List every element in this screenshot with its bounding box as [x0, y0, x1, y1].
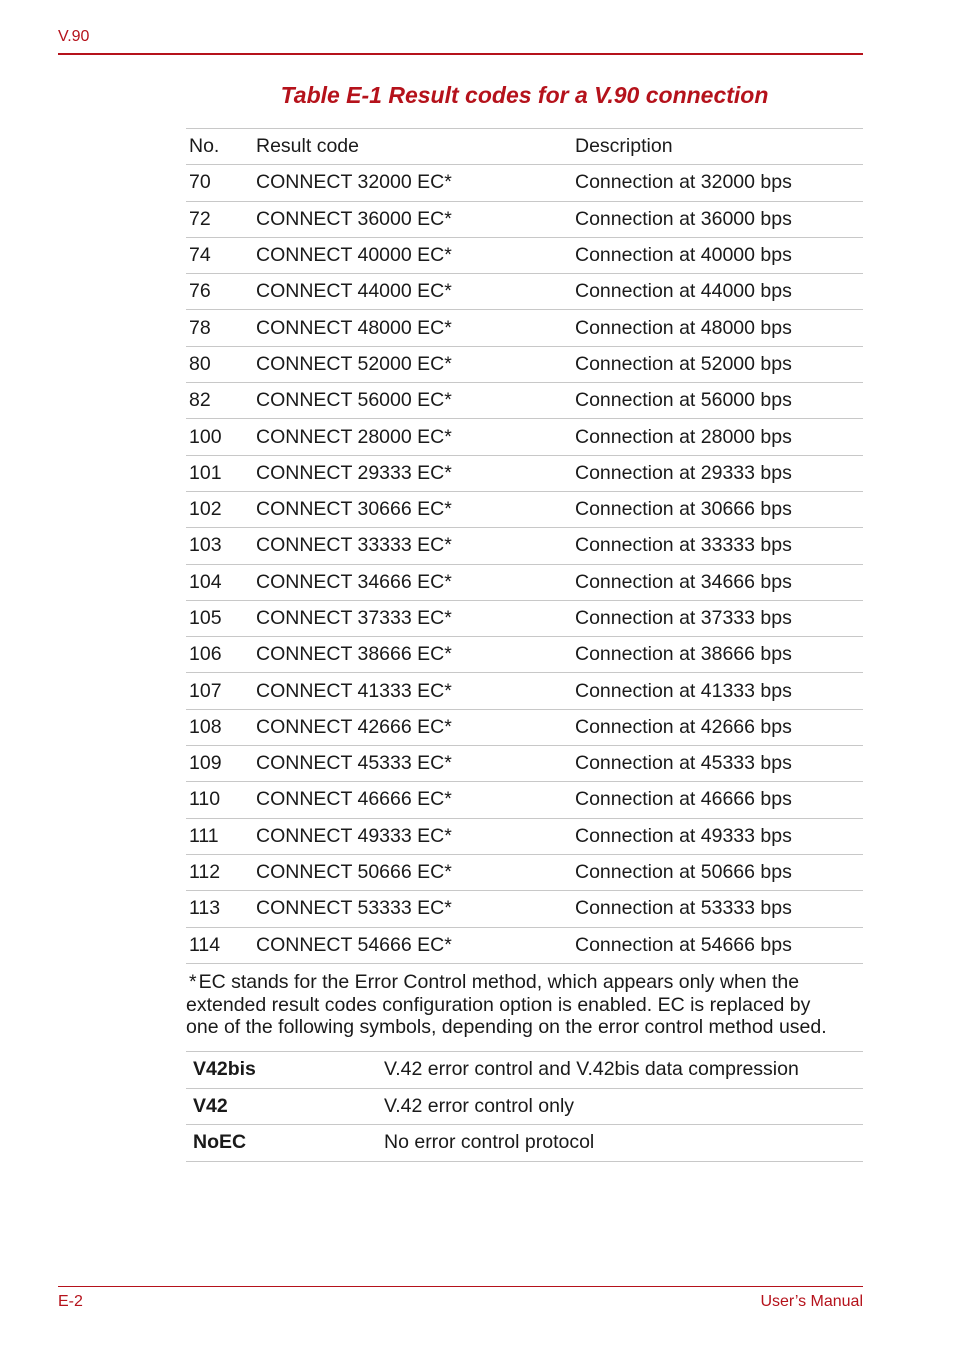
header-rule	[58, 53, 863, 55]
cell-description: Connection at 28000 bps	[575, 419, 863, 455]
table-header-row	[186, 129, 863, 165]
cell-result-code: CONNECT 46666 EC*	[256, 782, 575, 818]
table-row	[186, 564, 863, 600]
cell-result-code: CONNECT 48000 EC*	[256, 310, 575, 346]
cell-result-code: CONNECT 29333 EC*	[256, 455, 575, 491]
table-row	[186, 528, 863, 564]
footnote-text: EC stands for the Error Control method, which appears only when the	[198, 971, 800, 993]
cell-result-code: CONNECT 32000 EC*	[256, 165, 575, 201]
cell-no: 110	[186, 782, 256, 818]
cell-description: Connection at 42666 bps	[575, 709, 863, 745]
cell-no: 76	[186, 274, 256, 310]
table-row	[186, 746, 863, 782]
table-row	[186, 891, 863, 927]
cell-no: 74	[186, 237, 256, 273]
manual-name: User’s Manual	[760, 1293, 863, 1310]
table-row	[186, 600, 863, 636]
cell-description: Connection at 37333 bps	[575, 600, 863, 636]
cell-no: 78	[186, 310, 256, 346]
cell-result-code: CONNECT 56000 EC*	[256, 383, 575, 419]
cell-no: 82	[186, 383, 256, 419]
cell-description: Connection at 52000 bps	[575, 346, 863, 382]
ec-description: V.42 error control only	[384, 1088, 863, 1125]
footer-rule	[58, 1286, 863, 1287]
table-row	[186, 274, 863, 310]
cell-result-code: CONNECT 41333 EC*	[256, 673, 575, 709]
cell-no: 107	[186, 673, 256, 709]
cell-no: 111	[186, 818, 256, 854]
table-row	[186, 455, 863, 491]
cell-description: Connection at 40000 bps	[575, 237, 863, 273]
column-header-description: Description	[575, 129, 863, 165]
cell-no: 102	[186, 491, 256, 527]
cell-description: Connection at 45333 bps	[575, 746, 863, 782]
ec-symbol: V42bis	[186, 1052, 384, 1089]
cell-result-code: CONNECT 45333 EC*	[256, 746, 575, 782]
footnote-marker: *	[189, 971, 197, 993]
cell-description: Connection at 41333 bps	[575, 673, 863, 709]
cell-no: 103	[186, 528, 256, 564]
table-row	[186, 1088, 863, 1125]
ec-description: No error control protocol	[384, 1125, 863, 1162]
cell-result-code: CONNECT 28000 EC*	[256, 419, 575, 455]
cell-no: 105	[186, 600, 256, 636]
table-row	[186, 1125, 863, 1162]
table-row	[186, 1052, 863, 1089]
footnote-line: one of the following symbols, depending on the error control method used.	[186, 1016, 827, 1039]
cell-no: 106	[186, 637, 256, 673]
error-control-table	[186, 1051, 863, 1162]
table-row	[186, 491, 863, 527]
cell-result-code: CONNECT 44000 EC*	[256, 274, 575, 310]
cell-description: Connection at 49333 bps	[575, 818, 863, 854]
cell-description: Connection at 48000 bps	[575, 310, 863, 346]
cell-description: Connection at 29333 bps	[575, 455, 863, 491]
table-title: Table E-1 Result codes for a V.90 connection	[280, 82, 769, 108]
cell-description: Connection at 53333 bps	[575, 891, 863, 927]
cell-description: Connection at 54666 bps	[575, 927, 863, 963]
footnote	[186, 971, 863, 1039]
cell-result-code: CONNECT 37333 EC*	[256, 600, 575, 636]
table-row	[186, 854, 863, 890]
result-codes-body	[186, 129, 863, 964]
cell-no: 72	[186, 201, 256, 237]
cell-description: Connection at 46666 bps	[575, 782, 863, 818]
cell-no: 109	[186, 746, 256, 782]
ec-symbol: NoEC	[186, 1125, 384, 1162]
column-header-result-code: Result code	[256, 129, 575, 165]
table-row	[186, 927, 863, 963]
cell-result-code: CONNECT 53333 EC*	[256, 891, 575, 927]
cell-description: Connection at 36000 bps	[575, 201, 863, 237]
cell-no: 114	[186, 927, 256, 963]
cell-result-code: CONNECT 34666 EC*	[256, 564, 575, 600]
table-row	[186, 637, 863, 673]
table-row	[186, 237, 863, 273]
cell-description: Connection at 50666 bps	[575, 854, 863, 890]
page-number: E-2	[58, 1293, 83, 1310]
cell-no: 112	[186, 854, 256, 890]
column-header-no: No.	[186, 129, 256, 165]
running-header: V.90	[58, 28, 90, 45]
table-row	[186, 782, 863, 818]
footnote-line: extended result codes configuration option is enabled. EC is replaced by	[186, 993, 811, 1016]
cell-description: Connection at 30666 bps	[575, 491, 863, 527]
cell-result-code: CONNECT 36000 EC*	[256, 201, 575, 237]
cell-result-code: CONNECT 52000 EC*	[256, 346, 575, 382]
result-codes-table	[186, 128, 863, 964]
cell-description: Connection at 38666 bps	[575, 637, 863, 673]
table-row	[186, 709, 863, 745]
footnote-line	[186, 971, 863, 994]
table-row	[186, 673, 863, 709]
cell-no: 101	[186, 455, 256, 491]
ec-description: V.42 error control and V.42bis data compression	[384, 1052, 863, 1089]
table-row	[186, 346, 863, 382]
cell-description: Connection at 34666 bps	[575, 564, 863, 600]
cell-result-code: CONNECT 40000 EC*	[256, 237, 575, 273]
cell-no: 80	[186, 346, 256, 382]
table-row	[186, 310, 863, 346]
table-row	[186, 383, 863, 419]
cell-description: Connection at 44000 bps	[575, 274, 863, 310]
cell-no: 113	[186, 891, 256, 927]
cell-result-code: CONNECT 38666 EC*	[256, 637, 575, 673]
cell-no: 104	[186, 564, 256, 600]
error-control-body	[186, 1052, 863, 1162]
table-row	[186, 818, 863, 854]
ec-symbol: V42	[186, 1088, 384, 1125]
cell-result-code: CONNECT 30666 EC*	[256, 491, 575, 527]
cell-description: Connection at 56000 bps	[575, 383, 863, 419]
cell-no: 108	[186, 709, 256, 745]
cell-no: 70	[186, 165, 256, 201]
table-row	[186, 419, 863, 455]
table-row	[186, 165, 863, 201]
cell-description: Connection at 33333 bps	[575, 528, 863, 564]
cell-result-code: CONNECT 42666 EC*	[256, 709, 575, 745]
cell-result-code: CONNECT 33333 EC*	[256, 528, 575, 564]
table-row	[186, 201, 863, 237]
cell-no: 100	[186, 419, 256, 455]
cell-result-code: CONNECT 50666 EC*	[256, 854, 575, 890]
cell-description: Connection at 32000 bps	[575, 165, 863, 201]
cell-result-code: CONNECT 49333 EC*	[256, 818, 575, 854]
cell-result-code: CONNECT 54666 EC*	[256, 927, 575, 963]
